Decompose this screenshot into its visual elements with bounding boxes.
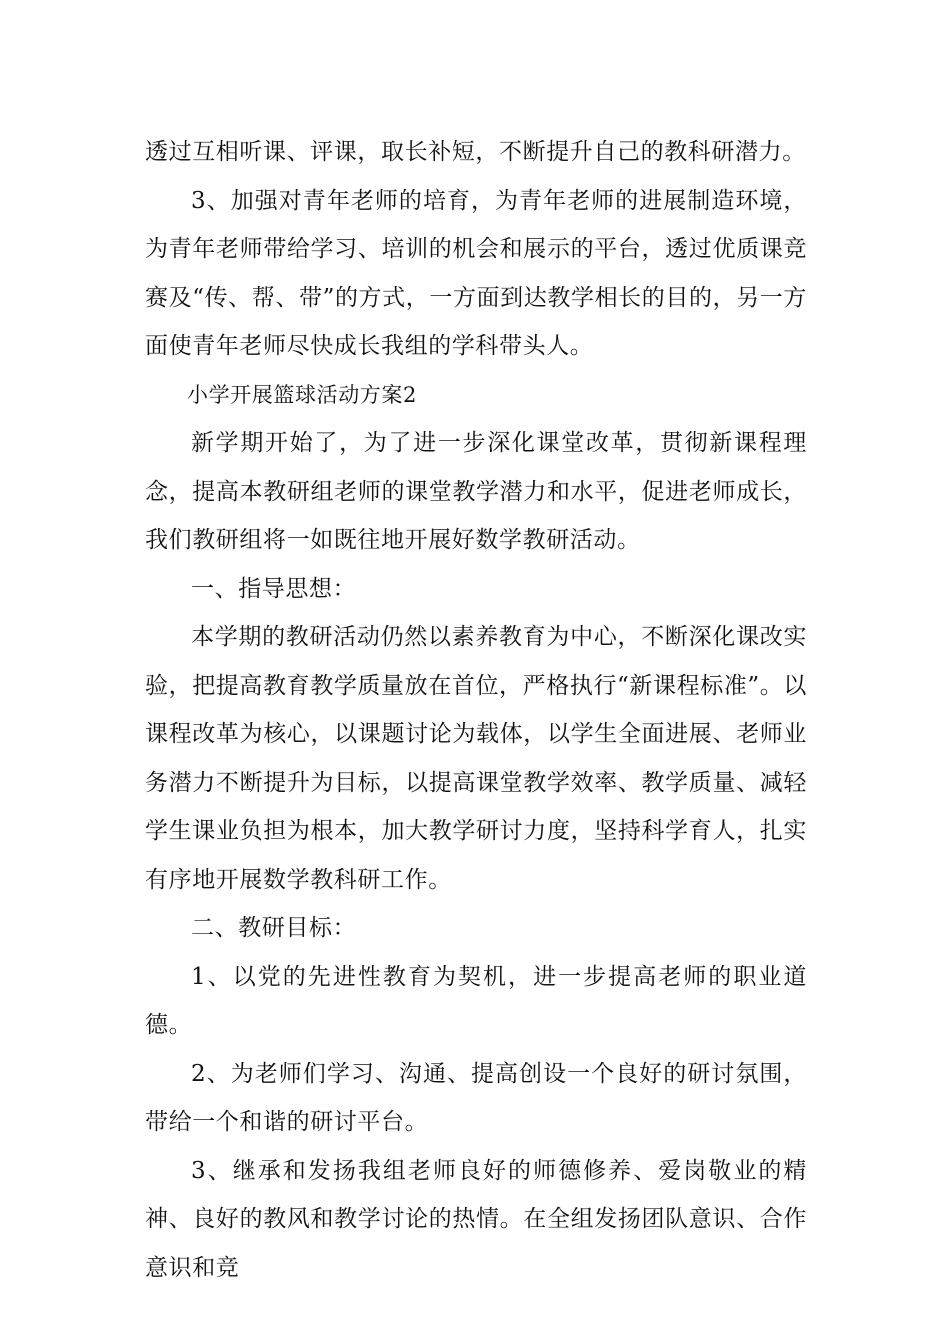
paragraph-goal-1: 1、以党的先进性教育为契机，进一步提高老师的职业道德。 (145, 963, 807, 1038)
section-title-plan-2: 小学开展篮球活动方案2 (187, 382, 417, 407)
paragraph-goal-2: 2、为老师们学习、沟通、提高创设一个良好的研讨氛围，带给一个和谐的研讨平台。 (145, 1060, 807, 1135)
paragraph-continuation: 透过互相听课、评课，取长补短，不断提升自己的教科研潜力。 (145, 139, 806, 165)
heading-research-goals: 二、教研目标： (191, 915, 357, 941)
paragraph-goal-3: 3、继承和发扬我组老师良好的师德修养、爱岗敬业的精神、良好的教风和教学讨论的热情。在全组发扬团队意识、合作意识和竞 (145, 1157, 807, 1281)
paragraph-item-3-youth-teachers: 3、加强对青年老师的培育，为青年老师的进展制造环境，为青年老师带给学习、培训的机会和展示的平台，透过优质课竞赛及“传、帮、带”的方式，一方面到达教学相长的目的，另一方面使青年老师尽快成长我组的学科带头人。 (145, 187, 807, 359)
paragraph-guiding-ideology: 本学期的教研活动仍然以素养教育为中心，不断深化课改实验，把提高教育教学质量放在首位，严格执行“新课程标准”。以课程改革为核心，以课题讨论为载体，以学生全面进展、老师业务潜力不断提升为目标，以提高课堂教学效率、教学质量、减轻学生课业负担为根本，加大教学研讨力度，坚持科学育人，扎实有序地开展数学教科研工作。 (145, 624, 807, 893)
heading-guiding-ideology: 一、指导思想： (191, 575, 357, 602)
paragraph-intro: 新学期开始了，为了进一步深化课堂改革，贯彻新课程理念，提高本教研组老师的课堂教学潜力和水平，促进老师成长，我们教研组将一如既往地开展好数学教研活动。 (145, 430, 807, 553)
document-body (145, 128, 807, 1292)
